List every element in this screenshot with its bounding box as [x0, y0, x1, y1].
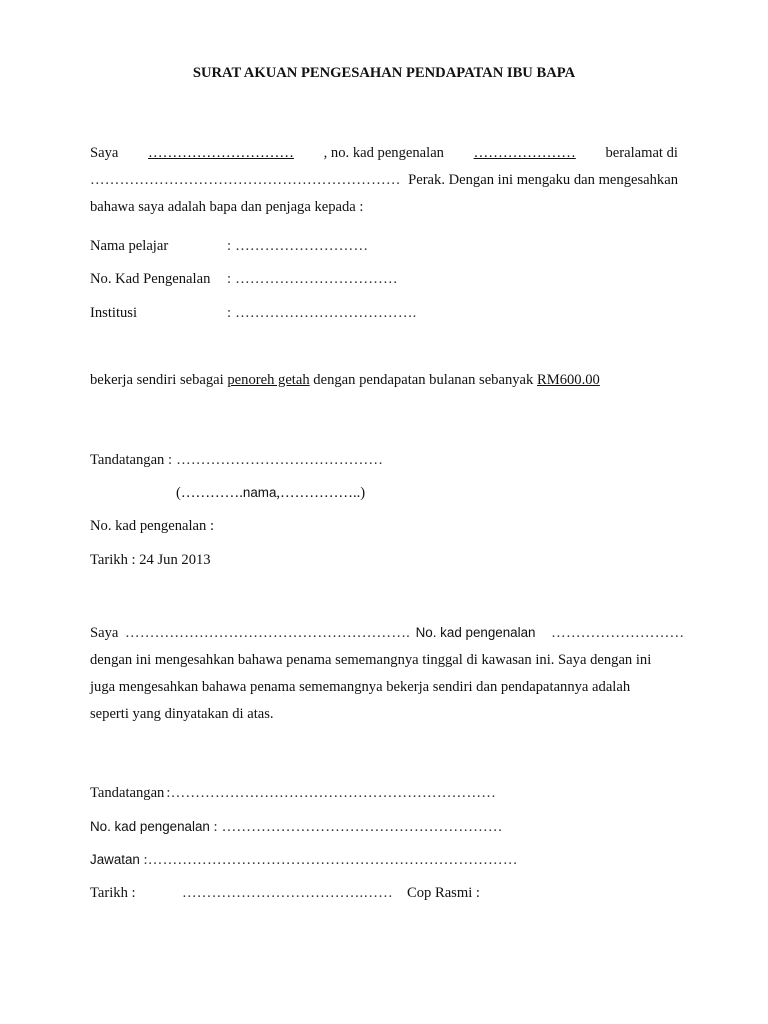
work-prefix: bekerja sendiri sebagai: [90, 372, 228, 388]
sign1-tarikh: Tarikh : 24 Jun 2013: [90, 552, 211, 568]
sign2-kad-dots: : …………………………………………………: [213, 819, 503, 835]
sign1-nama-close: ,……………..): [276, 485, 366, 501]
para2-ic-blank: ………………………: [551, 625, 685, 641]
nama-pelajar-label: Nama pelajar: [90, 238, 169, 254]
sign1-nama-open: (………….: [176, 485, 243, 501]
sign2-tarikh-label: Tarikh :: [90, 885, 136, 901]
field-kad-pengenalan: [90, 270, 398, 288]
para2-name-blank: ………………………………………………….: [125, 625, 410, 641]
sign2-cop-rasmi: Cop Rasmi :: [407, 885, 480, 901]
para1-perak: Perak. Dengan ini mengaku dan mengesahkan: [408, 172, 678, 188]
sign1-tandatangan-dots: : ……………………………………: [168, 452, 384, 468]
para1-saya: Saya: [90, 145, 119, 161]
institusi-value: : ……………………………….: [227, 305, 417, 321]
para1-line1: [90, 144, 678, 162]
sign1-tandatangan-label: Tandatangan: [90, 452, 165, 468]
sign2-jawatan-label: Jawatan: [90, 852, 140, 867]
para2-line3-text: juga mengesahkan bahawa penama sememangnya bekerja sendiri dan pendapatannya adalah: [90, 679, 631, 695]
sign2-tarikh-line: [90, 884, 480, 902]
para2-saya: Saya: [90, 625, 119, 641]
kad-pengenalan-label: No. Kad Pengenalan: [90, 271, 211, 287]
sign1-nama-line: [176, 484, 365, 502]
sign2-jawatan: [90, 851, 518, 869]
para1-name-blank: …………………………: [148, 145, 294, 161]
sign1-tandatangan: [90, 451, 383, 469]
para2-no-kad: No. kad pengenalan: [415, 625, 536, 640]
para1-ic-blank: …………………: [473, 145, 576, 161]
work-line: [90, 371, 600, 389]
field-nama-pelajar: [90, 237, 368, 255]
para1-line2: [90, 171, 678, 189]
para2-line3: [90, 678, 678, 696]
sign2-tarikh-dots: ……………………………….……: [182, 885, 393, 901]
sign2-kad-label: No. kad pengenalan: [90, 819, 210, 834]
para1-address-blank: ………………………………………………………: [90, 172, 401, 188]
sign1-kad: No. kad pengenalan :: [90, 518, 215, 534]
sign2-tandatangan-dots: :…………………………………………………………: [166, 785, 497, 801]
nama-pelajar-value: : ………………………: [227, 238, 369, 254]
sign2-tandatangan-label: Tandatangan: [90, 785, 165, 801]
para1-line3: bahawa saya adalah bapa dan penjaga kepada :: [90, 199, 364, 215]
para2-line4: seperti yang dinyatakan di atas.: [90, 706, 274, 722]
sign1-nama-word: nama: [242, 485, 277, 500]
sign2-tandatangan: [90, 784, 496, 802]
work-amount: RM600.00: [536, 372, 600, 388]
para2-line1: [90, 624, 684, 642]
work-job: penoreh getah: [227, 372, 310, 388]
document-title: SURAT AKUAN PENGESAHAN PENDAPATAN IBU BAPA: [192, 65, 576, 81]
sign2-jawatan-dots: :…………………………………………………………………: [143, 852, 518, 868]
para1-beralamat: beralamat di: [605, 145, 678, 161]
para1-no-kad: , no. kad pengenalan: [323, 145, 444, 161]
sign2-kad: [90, 818, 503, 836]
work-middle: dengan pendapatan bulanan sebanyak: [309, 372, 537, 388]
kad-pengenalan-value: : ……………………………: [227, 271, 398, 287]
para2-line2: dengan ini mengesahkan bahawa penama sememangnya tinggal di kawasan ini. Saya dengan ini: [90, 652, 652, 668]
field-institusi: [90, 304, 416, 322]
institusi-label: Institusi: [90, 305, 138, 321]
